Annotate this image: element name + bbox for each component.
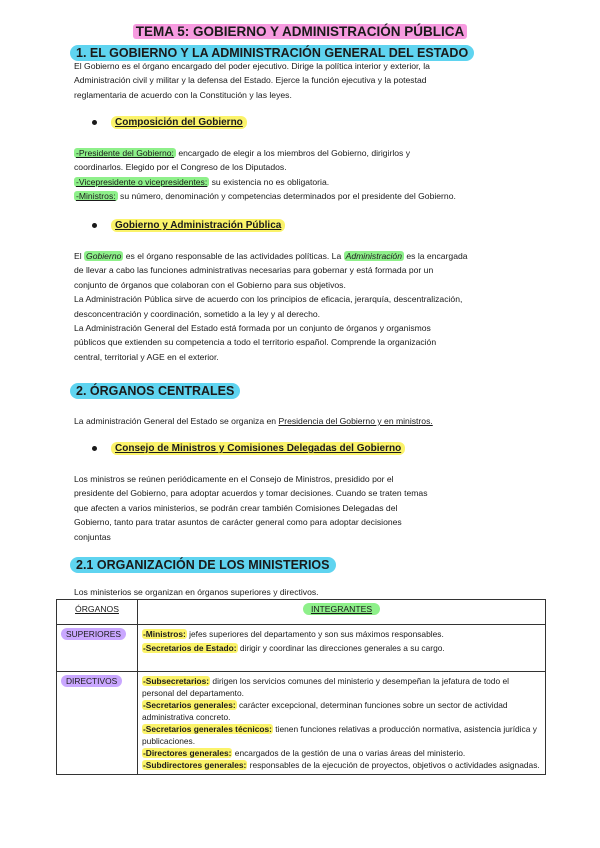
integrantes-cell — [138, 672, 546, 775]
bullet-consejo: Consejo de Ministros y Comisiones Delegadas del Gobierno — [92, 443, 405, 454]
col-organos-header: ÓRGANOS — [57, 600, 138, 625]
organos-table — [56, 599, 546, 775]
bullet-composicion: Composición del Gobierno — [92, 117, 247, 128]
organ-cell: DIRECTIVOS — [57, 672, 138, 775]
section-21-intro: Los ministerios se organizan en órganos superiores y directivos. — [74, 587, 319, 597]
table-row — [57, 625, 546, 672]
list-item: -Secretarios generales técnicos: tienen funciones relativas a producción normativa, asistencia jurídica y publicaciones. — [142, 724, 537, 746]
list-item: -Subsecretarios: dirigen los servicios comunes del ministerio y desempeñan la jefatura de todo el personal del departamento. — [142, 676, 509, 698]
list-item: -Secretarios generales: carácter excepcional, determinan funciones sobre un sector de actividad administrativa concreto. — [142, 700, 508, 722]
bullet-gobierno-admin: Gobierno y Administración Pública — [92, 220, 285, 231]
list-item: coordinarlos. Elegido por el Congreso de los Diputados. — [74, 162, 287, 173]
section-2-intro: La administración General del Estado se organiza en Presidencia del Gobierno y en ministros. — [74, 416, 433, 426]
list-item: -Directores generales: encargados de la gestión de una o varias áreas del ministerio. — [143, 748, 466, 758]
table-header-row — [57, 600, 546, 625]
gobierno-admin-paragraphs: El Gobierno es el órgano responsable de las actividades políticas. La Administración es la encargada de llevar a cabo las funciones administrativas necesarias para gobernar y está formada por un conjunto de órganos que colaboran con el Gobierno para sus objetivos. La Administración Pública sirve de acuerdo con los principios de eficacia, jerarquía, descentralización, desconcentración y coordinación, sometido a la ley y al derecho. La Administración General del Estado está formada por un conjunto de órganos y organismos públicos que extienden su competencia a todo el territorio español. Comprende la organización central, territorial y AGE en el exterior. — [74, 251, 468, 362]
bullet-dot-icon — [92, 446, 97, 451]
organ-cell: SUPERIORES — [57, 625, 138, 672]
bullet-dot-icon — [92, 223, 97, 228]
list-item: -Subdirectores generales: responsables de la ejecución de proyectos, objetivos o actividades asignadas. — [143, 760, 540, 770]
section-1-heading: 1. EL GOBIERNO Y LA ADMINISTRACIÓN GENERAL DEL ESTADO — [70, 44, 474, 62]
list-item: -Presidente del Gobierno: encargado de elegir a los miembros del Gobierno, dirigirlos y — [76, 148, 410, 158]
section-1-intro: El Gobierno es el órgano encargado del poder ejecutivo. Dirige la política interior y exterior, la Administración civil y militar y la defensa del Estado. Ejerce la función ejecutiva y la potestad reglamentaria de acuerdo con la Constitución y las leyes. — [74, 61, 430, 100]
bullet-dot-icon — [92, 120, 97, 125]
composition-list — [74, 146, 554, 204]
list-item: -Ministros: jefes superiores del departamento y son sus máximos responsables. — [143, 629, 444, 639]
table-row — [57, 672, 546, 775]
section-21-heading: 2.1 ORGANIZACIÓN DE LOS MINISTERIOS — [70, 556, 336, 574]
list-item: -Secretarios de Estado: dirigir y coordinar las direcciones generales a su cargo. — [143, 643, 445, 653]
document-title: TEMA 5: GOBIERNO Y ADMINISTRACIÓN PÚBLICA — [0, 24, 600, 39]
list-item: -Vicepresidente o vicepresidentes: su existencia no es obligatoria. — [76, 176, 330, 187]
section-2-heading: 2. ÓRGANOS CENTRALES — [70, 382, 240, 400]
list-item: -Ministros: su número, denominación y competencias determinados por el presidente del Gobierno. — [76, 191, 456, 202]
integrantes-cell — [138, 625, 546, 672]
section-2-paragraph: Los ministros se reúnen periódicamente en el Consejo de Ministros, presidido por el presidente del Gobierno, para adoptar acuerdos y tomar decisiones. Cuando se traten temas que afecten a varios ministerios, se podrán crear también Comisiones Delegadas del Gobierno, tanto para tratar asuntos de carácter general como para adoptar decisiones conjuntas — [74, 474, 428, 542]
col-integrantes-header: INTEGRANTES — [138, 600, 546, 625]
